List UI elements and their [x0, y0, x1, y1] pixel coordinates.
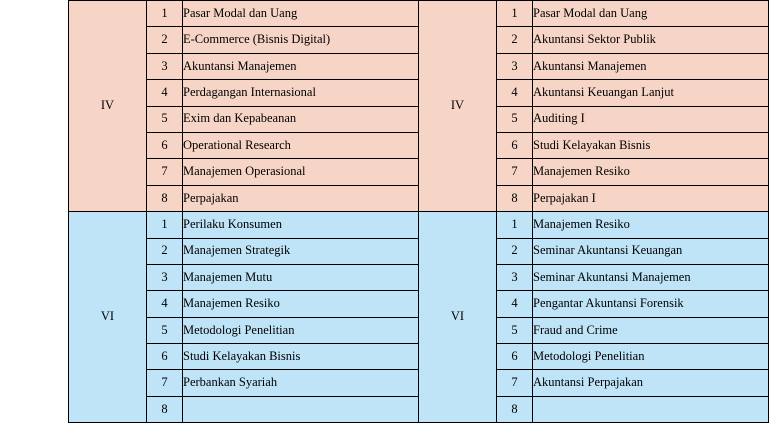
course-name: Akuntansi Keuangan Lanjut	[533, 80, 769, 106]
course-name: Perpajakan	[183, 185, 419, 211]
course-name: Pasar Modal dan Uang	[183, 1, 419, 27]
row-number: 2	[497, 27, 533, 53]
row-number: 7	[497, 159, 533, 185]
course-name: Auditing I	[533, 106, 769, 132]
semester-label-right-iv: IV	[419, 1, 497, 212]
row-number: 5	[497, 106, 533, 132]
course-name	[183, 396, 419, 422]
semester-label-left-vi: VI	[69, 212, 147, 423]
row-number: 2	[147, 238, 183, 264]
course-name: Operational Research	[183, 132, 419, 158]
course-name: Perpajakan I	[533, 185, 769, 211]
course-name: Akuntansi Perpajakan	[533, 370, 769, 396]
course-name: Manajemen Resiko	[183, 291, 419, 317]
course-name: Seminar Akuntansi Keuangan	[533, 238, 769, 264]
row-number: 8	[147, 396, 183, 422]
row-number: 4	[497, 291, 533, 317]
row-number: 8	[147, 185, 183, 211]
row-number: 1	[147, 1, 183, 27]
semester-label-right-vi: VI	[419, 212, 497, 423]
row-number: 2	[147, 27, 183, 53]
row-number: 6	[497, 132, 533, 158]
table-row	[69, 212, 769, 238]
course-name: Perdagangan Internasional	[183, 80, 419, 106]
course-name: Pengantar Akuntansi Forensik	[533, 291, 769, 317]
table-row	[69, 1, 769, 27]
course-name: Studi Kelayakan Bisnis	[183, 344, 419, 370]
row-number: 3	[147, 53, 183, 79]
row-number: 4	[147, 291, 183, 317]
row-number: 7	[147, 370, 183, 396]
row-number: 1	[497, 212, 533, 238]
row-number: 6	[147, 132, 183, 158]
row-number: 7	[147, 159, 183, 185]
row-number: 8	[497, 185, 533, 211]
row-number: 2	[497, 238, 533, 264]
course-name: Metodologi Penelitian	[183, 317, 419, 343]
course-name: Manajemen Operasional	[183, 159, 419, 185]
row-number: 7	[497, 370, 533, 396]
row-number: 1	[497, 1, 533, 27]
course-name: Manajemen Mutu	[183, 264, 419, 290]
course-name: Metodologi Penelitian	[533, 344, 769, 370]
course-name: Exim dan Kepabeanan	[183, 106, 419, 132]
course-name: Seminar Akuntansi Manajemen	[533, 264, 769, 290]
row-number: 5	[147, 317, 183, 343]
course-name: Fraud and Crime	[533, 317, 769, 343]
course-name: Akuntansi Sektor Publik	[533, 27, 769, 53]
course-name: Akuntansi Manajemen	[533, 53, 769, 79]
row-number: 4	[147, 80, 183, 106]
course-name: Perbankan Syariah	[183, 370, 419, 396]
course-name: Studi Kelayakan Bisnis	[533, 132, 769, 158]
course-name: Perilaku Konsumen	[183, 212, 419, 238]
semester-label-left-iv: IV	[69, 1, 147, 212]
row-number: 3	[497, 53, 533, 79]
course-name: E-Commerce (Bisnis Digital)	[183, 27, 419, 53]
course-name	[533, 396, 769, 422]
course-name: Pasar Modal dan Uang	[533, 1, 769, 27]
course-name: Manajemen Strategik	[183, 238, 419, 264]
course-name: Manajemen Resiko	[533, 159, 769, 185]
curriculum-table	[68, 0, 769, 423]
row-number: 5	[147, 106, 183, 132]
course-name: Akuntansi Manajemen	[183, 53, 419, 79]
row-number: 6	[497, 344, 533, 370]
row-number: 1	[147, 212, 183, 238]
row-number: 4	[497, 80, 533, 106]
row-number: 3	[147, 264, 183, 290]
row-number: 5	[497, 317, 533, 343]
row-number: 6	[147, 344, 183, 370]
row-number: 8	[497, 396, 533, 422]
row-number: 3	[497, 264, 533, 290]
course-name: Manajemen Resiko	[533, 212, 769, 238]
